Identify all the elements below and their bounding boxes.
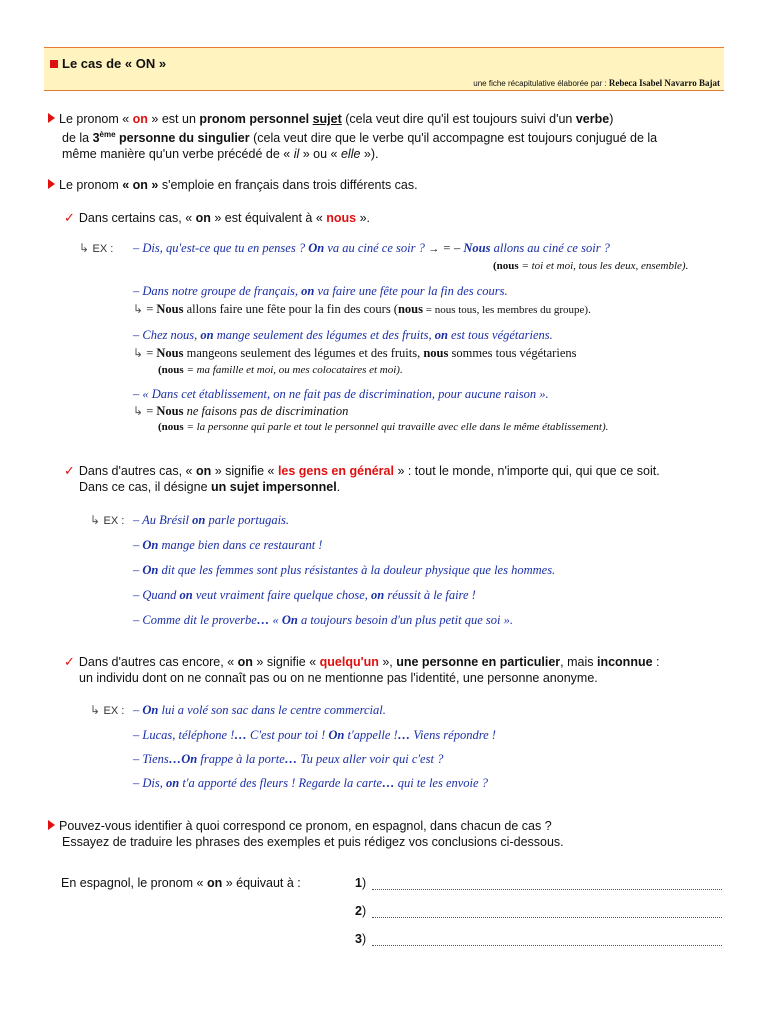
- answer-line-2[interactable]: [372, 916, 722, 918]
- return-arrow-icon: ↳: [90, 513, 101, 527]
- case3-example-3: – Tiens…On frappe à la porte… Tu peux aller voir qui c'est ?: [133, 752, 444, 766]
- case1-example-2: – Dans notre groupe de français, on va faire une fête pour la fin des cours.: [133, 284, 508, 298]
- red-triangle-bullet-icon: [48, 113, 55, 123]
- answer-number-2: 2): [355, 904, 367, 918]
- case2-example-2: – On mange bien dans ce restaurant !: [133, 538, 323, 552]
- case2-example-4: – Quand on veut vraiment faire quelque chose, on réussit à le faire !: [133, 588, 476, 602]
- answer-number-3: 3): [355, 932, 367, 946]
- intro-line-2: de la 3ème personne du singulier (cela veut dire que le verbe qu'il accompagne est toujours conjugué de la: [62, 130, 658, 146]
- case1-example-3-note: (nous = ma famille et moi, ou mes colocataires et moi).: [158, 364, 403, 376]
- checkmark-icon: ✓: [64, 210, 75, 225]
- case2-example-3: – On dit que les femmes sont plus résistantes à la douleur physique que les hommes.: [133, 563, 556, 577]
- author-credit: une fiche récapitulative élaborée par : Rebeca Isabel Navarro Bajat: [473, 78, 720, 88]
- case1-intro: ✓ Dans certains cas, « on » est équivalent à « nous ».: [64, 210, 371, 225]
- case1-example-4-note: (nous = la personne qui parle et tout le personnel qui travaille avec elle dans le même établissement).: [158, 421, 609, 433]
- checkmark-icon: ✓: [64, 654, 75, 669]
- red-triangle-bullet-icon: [48, 179, 55, 189]
- answer-label: En espagnol, le pronom « on » équivaut à :: [61, 876, 301, 890]
- answer-line-3[interactable]: [372, 944, 722, 946]
- answer-number-1: 1): [355, 876, 367, 890]
- return-arrow-icon: ↳: [90, 703, 101, 717]
- return-arrow-icon: ↳: [79, 241, 90, 255]
- return-arrow-icon: ↳: [133, 346, 144, 360]
- case3-example-4: – Dis, on t'a apporté des fleurs ! Regarde la carte… qui te les envoie ?: [133, 776, 488, 790]
- answer-line-1[interactable]: [372, 888, 722, 890]
- red-square-bullet-icon: [50, 60, 58, 68]
- case1-example-3-equivalent: ↳ = Nous mangeons seulement des légumes et des fruits, nous sommes tous végétariens: [133, 346, 577, 360]
- header-banner: [44, 47, 724, 91]
- case1-example-label: ↳ EX :: [79, 241, 114, 255]
- case1-example-1-note: (nous = toi et moi, tous les deux, ensemble).: [493, 260, 689, 272]
- case3-example-label: ↳ EX :: [90, 703, 125, 717]
- return-arrow-icon: ↳: [133, 404, 144, 418]
- three-cases-intro: Le pronom « on » s'emploie en français dans trois différents cas.: [48, 177, 418, 193]
- case1-example-3: – Chez nous, on mange seulement des légumes et des fruits, on est tous végétariens.: [133, 328, 553, 342]
- intro-line-3: même manière qu'un verbe précédé de « il » ou « elle »).: [62, 147, 379, 162]
- case2-example-5: – Comme dit le proverbe… « On a toujours besoin d'un plus petit que soi ».: [133, 613, 513, 627]
- page-title: Le cas de « ON »: [62, 56, 167, 71]
- case1-example-1: – Dis, qu'est-ce que tu en penses ? On va au ciné ce soir ? → = – Nous allons au ciné ce soir ?: [133, 241, 610, 255]
- red-triangle-bullet-icon: [48, 820, 55, 830]
- case2-intro: ✓ Dans d'autres cas, « on » signifie « les gens en général » : tout le monde, n'importe qui, qui que ce soit. Dans ce cas, il désigne un sujet impersonnel.: [64, 463, 660, 494]
- case3-intro: ✓ Dans d'autres cas encore, « on » signifie « quelqu'un », une personne en particulier, mais inconnue : un individu dont on ne connaît pas ou on ne mentionne pas l'identité, une personne anonyme.: [64, 654, 660, 685]
- intro-paragraph: [48, 111, 657, 162]
- case3-example-1: – On lui a volé son sac dans le centre commercial.: [133, 703, 386, 717]
- exercise-instructions: Pouvez-vous identifier à quoi correspond ce pronom, en espagnol, dans chacun de cas ? Essayez de traduire les phrases des exemples et puis rédigez vos conclusions ci-dessous.: [48, 818, 564, 850]
- case1-example-2-equivalent: ↳ = Nous allons faire une fête pour la fin des cours (nous = nous tous, les membres du groupe).: [133, 302, 591, 316]
- case2-example-1: – Au Brésil on parle portugais.: [133, 513, 290, 527]
- return-arrow-icon: ↳: [133, 302, 144, 316]
- case3-example-2: – Lucas, téléphone !… C'est pour toi ! On t'appelle !… Viens répondre !: [133, 728, 496, 742]
- checkmark-icon: ✓: [64, 463, 75, 478]
- case2-example-label: ↳ EX :: [90, 513, 125, 527]
- intro-line-1: Le pronom « on » est un pronom personnel sujet (cela veut dire qu'il est toujours suivi d'un verbe): [48, 111, 657, 127]
- case1-example-4: – « Dans cet établissement, on ne fait pas de discrimination, pour aucune raison ».: [133, 387, 549, 401]
- case1-example-4-equivalent: ↳ = Nous ne faisons pas de discrimination: [133, 404, 349, 418]
